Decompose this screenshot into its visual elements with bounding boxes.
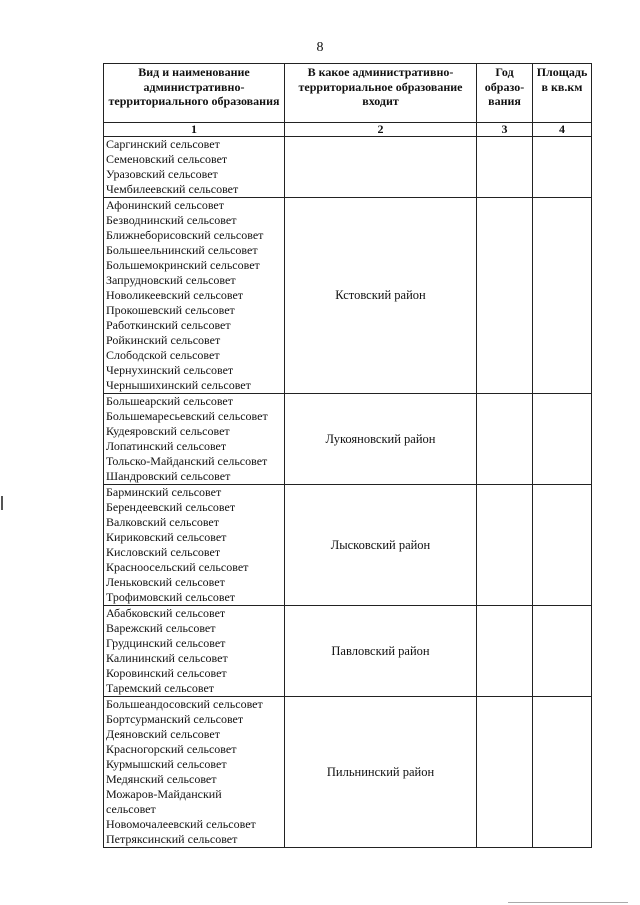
unit-name: Новомочалеевский сельсовет bbox=[106, 817, 256, 831]
unit-name: Леньковский сельсовет bbox=[106, 575, 225, 589]
unit-name: Безводнинский сельсовет bbox=[106, 213, 237, 227]
unit-name: Красногорский сельсовет bbox=[106, 742, 237, 756]
unit-names-cell bbox=[104, 697, 285, 848]
unit-name: Большемаресьевский сельсовет bbox=[106, 409, 268, 423]
unit-name: Петряксинский сельсовет bbox=[106, 832, 238, 846]
unit-name: Большеельнинский сельсовет bbox=[106, 243, 258, 257]
unit-name: Таремский сельсовет bbox=[106, 681, 215, 695]
area-cell bbox=[533, 485, 592, 606]
table-row bbox=[104, 137, 592, 198]
unit-name: Ройкинский сельсовет bbox=[106, 333, 221, 347]
header-area-column: Площадь в кв.км bbox=[533, 64, 592, 123]
unit-name: Ближнеборисовский сельсовет bbox=[106, 228, 264, 242]
unit-name: Большемокринский сельсовет bbox=[106, 258, 260, 272]
unit-name: Варежский сельсовет bbox=[106, 621, 216, 635]
unit-name: Семеновский сельсовет bbox=[106, 152, 228, 166]
unit-names-cell bbox=[104, 485, 285, 606]
header-row bbox=[104, 64, 592, 123]
margin-mark bbox=[1, 496, 3, 510]
year-cell bbox=[477, 606, 533, 697]
unit-name: Прокошевский сельсовет bbox=[106, 303, 235, 317]
unit-name: Валковский сельсовет bbox=[106, 515, 219, 529]
unit-names-cell bbox=[104, 606, 285, 697]
column-number: 1 bbox=[104, 123, 285, 137]
unit-name: Уразовский сельсовет bbox=[106, 167, 218, 181]
area-cell bbox=[533, 394, 592, 485]
table-row bbox=[104, 485, 592, 606]
column-number: 4 bbox=[533, 123, 592, 137]
table-row bbox=[104, 198, 592, 394]
unit-name: Чернухинский сельсовет bbox=[106, 363, 234, 377]
header-parent-column: В какое административно-территориальное образование входит bbox=[285, 64, 477, 123]
unit-name: Кудеяровский сельсовет bbox=[106, 424, 230, 438]
unit-name: Бортсурманский сельсовет bbox=[106, 712, 244, 726]
unit-name: Лопатинский сельсовет bbox=[106, 439, 227, 453]
unit-name: Абабковский сельсовет bbox=[106, 606, 226, 620]
district-cell: Павловский район bbox=[285, 606, 477, 697]
year-cell bbox=[477, 485, 533, 606]
unit-name: Берендеевский сельсовет bbox=[106, 500, 236, 514]
unit-name: Большеандосовский сельсовет bbox=[106, 697, 263, 711]
unit-name: Грудцинский сельсовет bbox=[106, 636, 226, 650]
footer-rule bbox=[508, 902, 628, 903]
district-cell: Кстовский район bbox=[285, 198, 477, 394]
year-cell bbox=[477, 137, 533, 198]
unit-name: Красноосельский сельсовет bbox=[106, 560, 249, 574]
unit-name: Большеарский сельсовет bbox=[106, 394, 233, 408]
area-cell bbox=[533, 137, 592, 198]
unit-name: Трофимовский сельсовет bbox=[106, 590, 236, 604]
page-number: 8 bbox=[316, 40, 324, 55]
territorial-units-table bbox=[103, 63, 592, 848]
unit-name: Кисловский сельсовет bbox=[106, 545, 221, 559]
unit-names-cell bbox=[104, 137, 285, 198]
unit-name: Шандровский сельсовет bbox=[106, 469, 231, 483]
unit-name: Деяновский сельсовет bbox=[106, 727, 220, 741]
column-number: 3 bbox=[477, 123, 533, 137]
district-cell: Пильнинский район bbox=[285, 697, 477, 848]
column-number-row bbox=[104, 123, 592, 137]
unit-names-cell bbox=[104, 394, 285, 485]
unit-name: Слободской сельсовет bbox=[106, 348, 220, 362]
unit-name: Саргинский сельсовет bbox=[106, 137, 220, 151]
unit-name: Афонинский сельсовет bbox=[106, 198, 225, 212]
unit-name: Запрудновский сельсовет bbox=[106, 273, 236, 287]
year-cell bbox=[477, 198, 533, 394]
area-cell bbox=[533, 606, 592, 697]
district-cell: Лукояновский район bbox=[285, 394, 477, 485]
unit-name: Курмышский сельсовет bbox=[106, 757, 227, 771]
unit-name: сельсовет bbox=[106, 802, 156, 816]
area-cell bbox=[533, 198, 592, 394]
unit-names-cell bbox=[104, 198, 285, 394]
unit-name: Чембилеевский сельсовет bbox=[106, 182, 239, 196]
column-number: 2 bbox=[285, 123, 477, 137]
unit-name: Коровинский сельсовет bbox=[106, 666, 227, 680]
unit-name: Чернышихинский сельсовет bbox=[106, 378, 251, 392]
header-name-column: Вид и наименование административно-территориального образования bbox=[104, 64, 285, 123]
unit-name: Можаров-Майданский bbox=[106, 787, 222, 801]
table-row bbox=[104, 394, 592, 485]
unit-name: Новоликеевский сельсовет bbox=[106, 288, 244, 302]
area-cell bbox=[533, 697, 592, 848]
unit-name: Работкинский сельсовет bbox=[106, 318, 231, 332]
unit-name: Калининский сельсовет bbox=[106, 651, 228, 665]
unit-name: Кириковский сельсовет bbox=[106, 530, 227, 544]
year-cell bbox=[477, 394, 533, 485]
unit-name: Барминский сельсовет bbox=[106, 485, 222, 499]
district-cell: Лысковский район bbox=[285, 485, 477, 606]
district-cell bbox=[285, 137, 477, 198]
unit-name: Медянский сельсовет bbox=[106, 772, 217, 786]
table-row bbox=[104, 606, 592, 697]
unit-name: Тольско-Майданский сельсовет bbox=[106, 454, 268, 468]
table-row bbox=[104, 697, 592, 848]
year-cell bbox=[477, 697, 533, 848]
header-year-column: Год образо-вания bbox=[477, 64, 533, 123]
